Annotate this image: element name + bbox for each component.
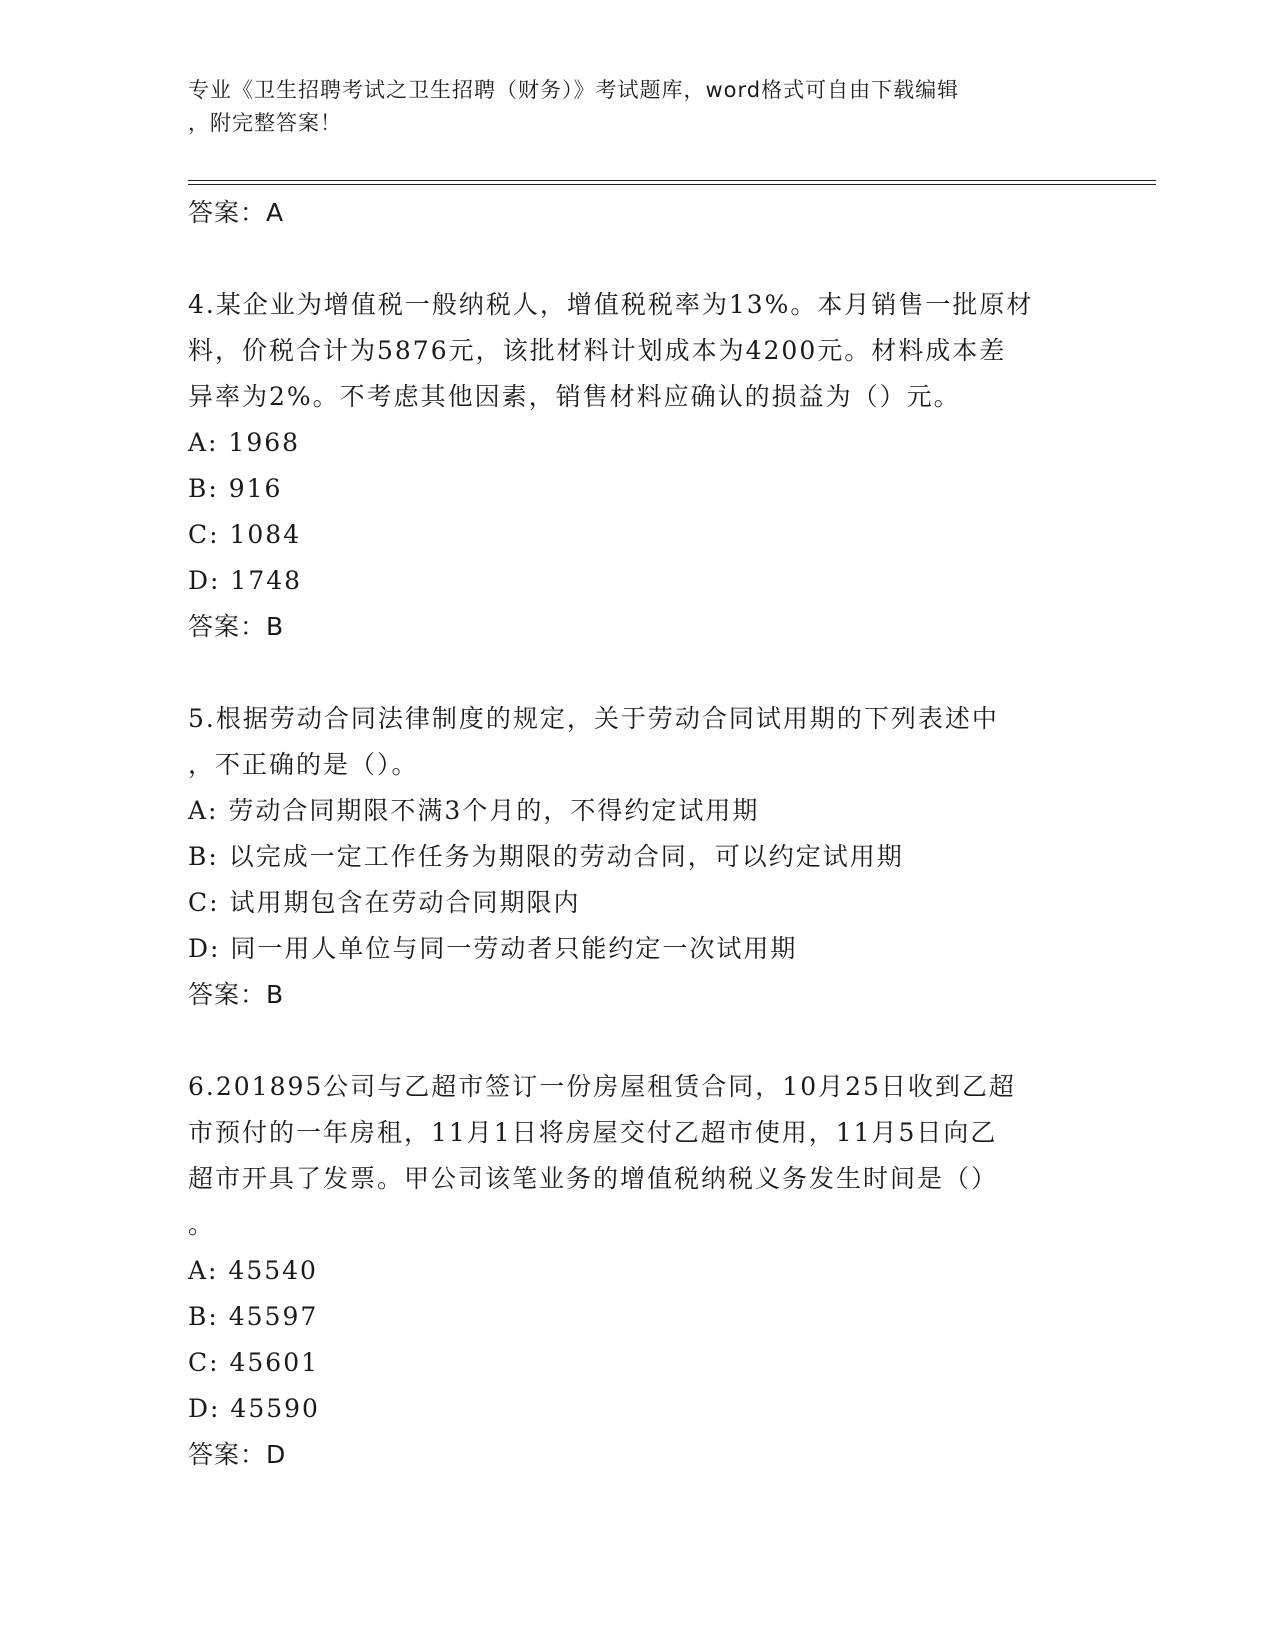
header-line-2: ，附完整答案！ <box>188 111 342 135</box>
option-d: D: 1748 <box>188 566 303 595</box>
document-header <box>188 74 1088 140</box>
header-rule-bottom <box>188 184 1156 185</box>
question-4 <box>188 282 1088 420</box>
option-a: A: 1968 <box>188 428 301 457</box>
question-line: 异率为2%。不考虑其他因素，销售材料应确认的损益为（）元。 <box>188 382 961 411</box>
question-6 <box>188 1064 1088 1248</box>
option-b: B: 以完成一定工作任务为期限的劳动合同，可以约定试用期 <box>188 842 904 871</box>
question-line: 5.根据劳动合同法律制度的规定，关于劳动合同试用期的下列表述中 <box>188 704 999 733</box>
answer-5: 答案：B <box>188 980 285 1009</box>
option-b: B: 45597 <box>188 1302 319 1331</box>
option-d: D: 45590 <box>188 1394 320 1423</box>
question-line: 6.201895公司与乙超市签订一份房屋租赁合同，10月25日收到乙超 <box>188 1072 1016 1101</box>
question-line: 市预付的一年房租，11月1日将房屋交付乙超市使用，11月5日向乙 <box>188 1118 998 1147</box>
answer-4: 答案：B <box>188 612 285 641</box>
question-line: ，不正确的是（）。 <box>188 750 419 779</box>
option-b: B: 916 <box>188 474 283 503</box>
question-5 <box>188 696 1088 788</box>
question-line: 超市开具了发票。甲公司该笔业务的增值税纳税义务发生时间是（） <box>188 1164 999 1193</box>
question-list <box>188 190 1088 1478</box>
answer-previous: 答案：A <box>188 198 285 227</box>
question-line: 。 <box>188 1210 216 1239</box>
header-rule-top <box>188 180 1156 181</box>
header-line-1: 专业《卫生招聘考试之卫生招聘（财务）》考试题库，word格式可自由下载编辑 <box>188 78 960 102</box>
option-d: D: 同一用人单位与同一劳动者只能约定一次试用期 <box>188 934 798 963</box>
option-c: C: 1084 <box>188 520 302 549</box>
question-line: 4.某企业为增值税一般纳税人，增值税税率为13%。本月销售一批原材 <box>188 290 1034 319</box>
option-a: A: 45540 <box>188 1256 318 1285</box>
answer-6: 答案：D <box>188 1440 287 1469</box>
option-c: C: 45601 <box>188 1348 320 1377</box>
option-c: C: 试用期包含在劳动合同期限内 <box>188 888 581 917</box>
question-line: 料，价税合计为5876元，该批材料计划成本为4200元。材料成本差 <box>188 336 1007 365</box>
option-a: A: 劳动合同期限不满3个月的，不得约定试用期 <box>188 796 760 825</box>
